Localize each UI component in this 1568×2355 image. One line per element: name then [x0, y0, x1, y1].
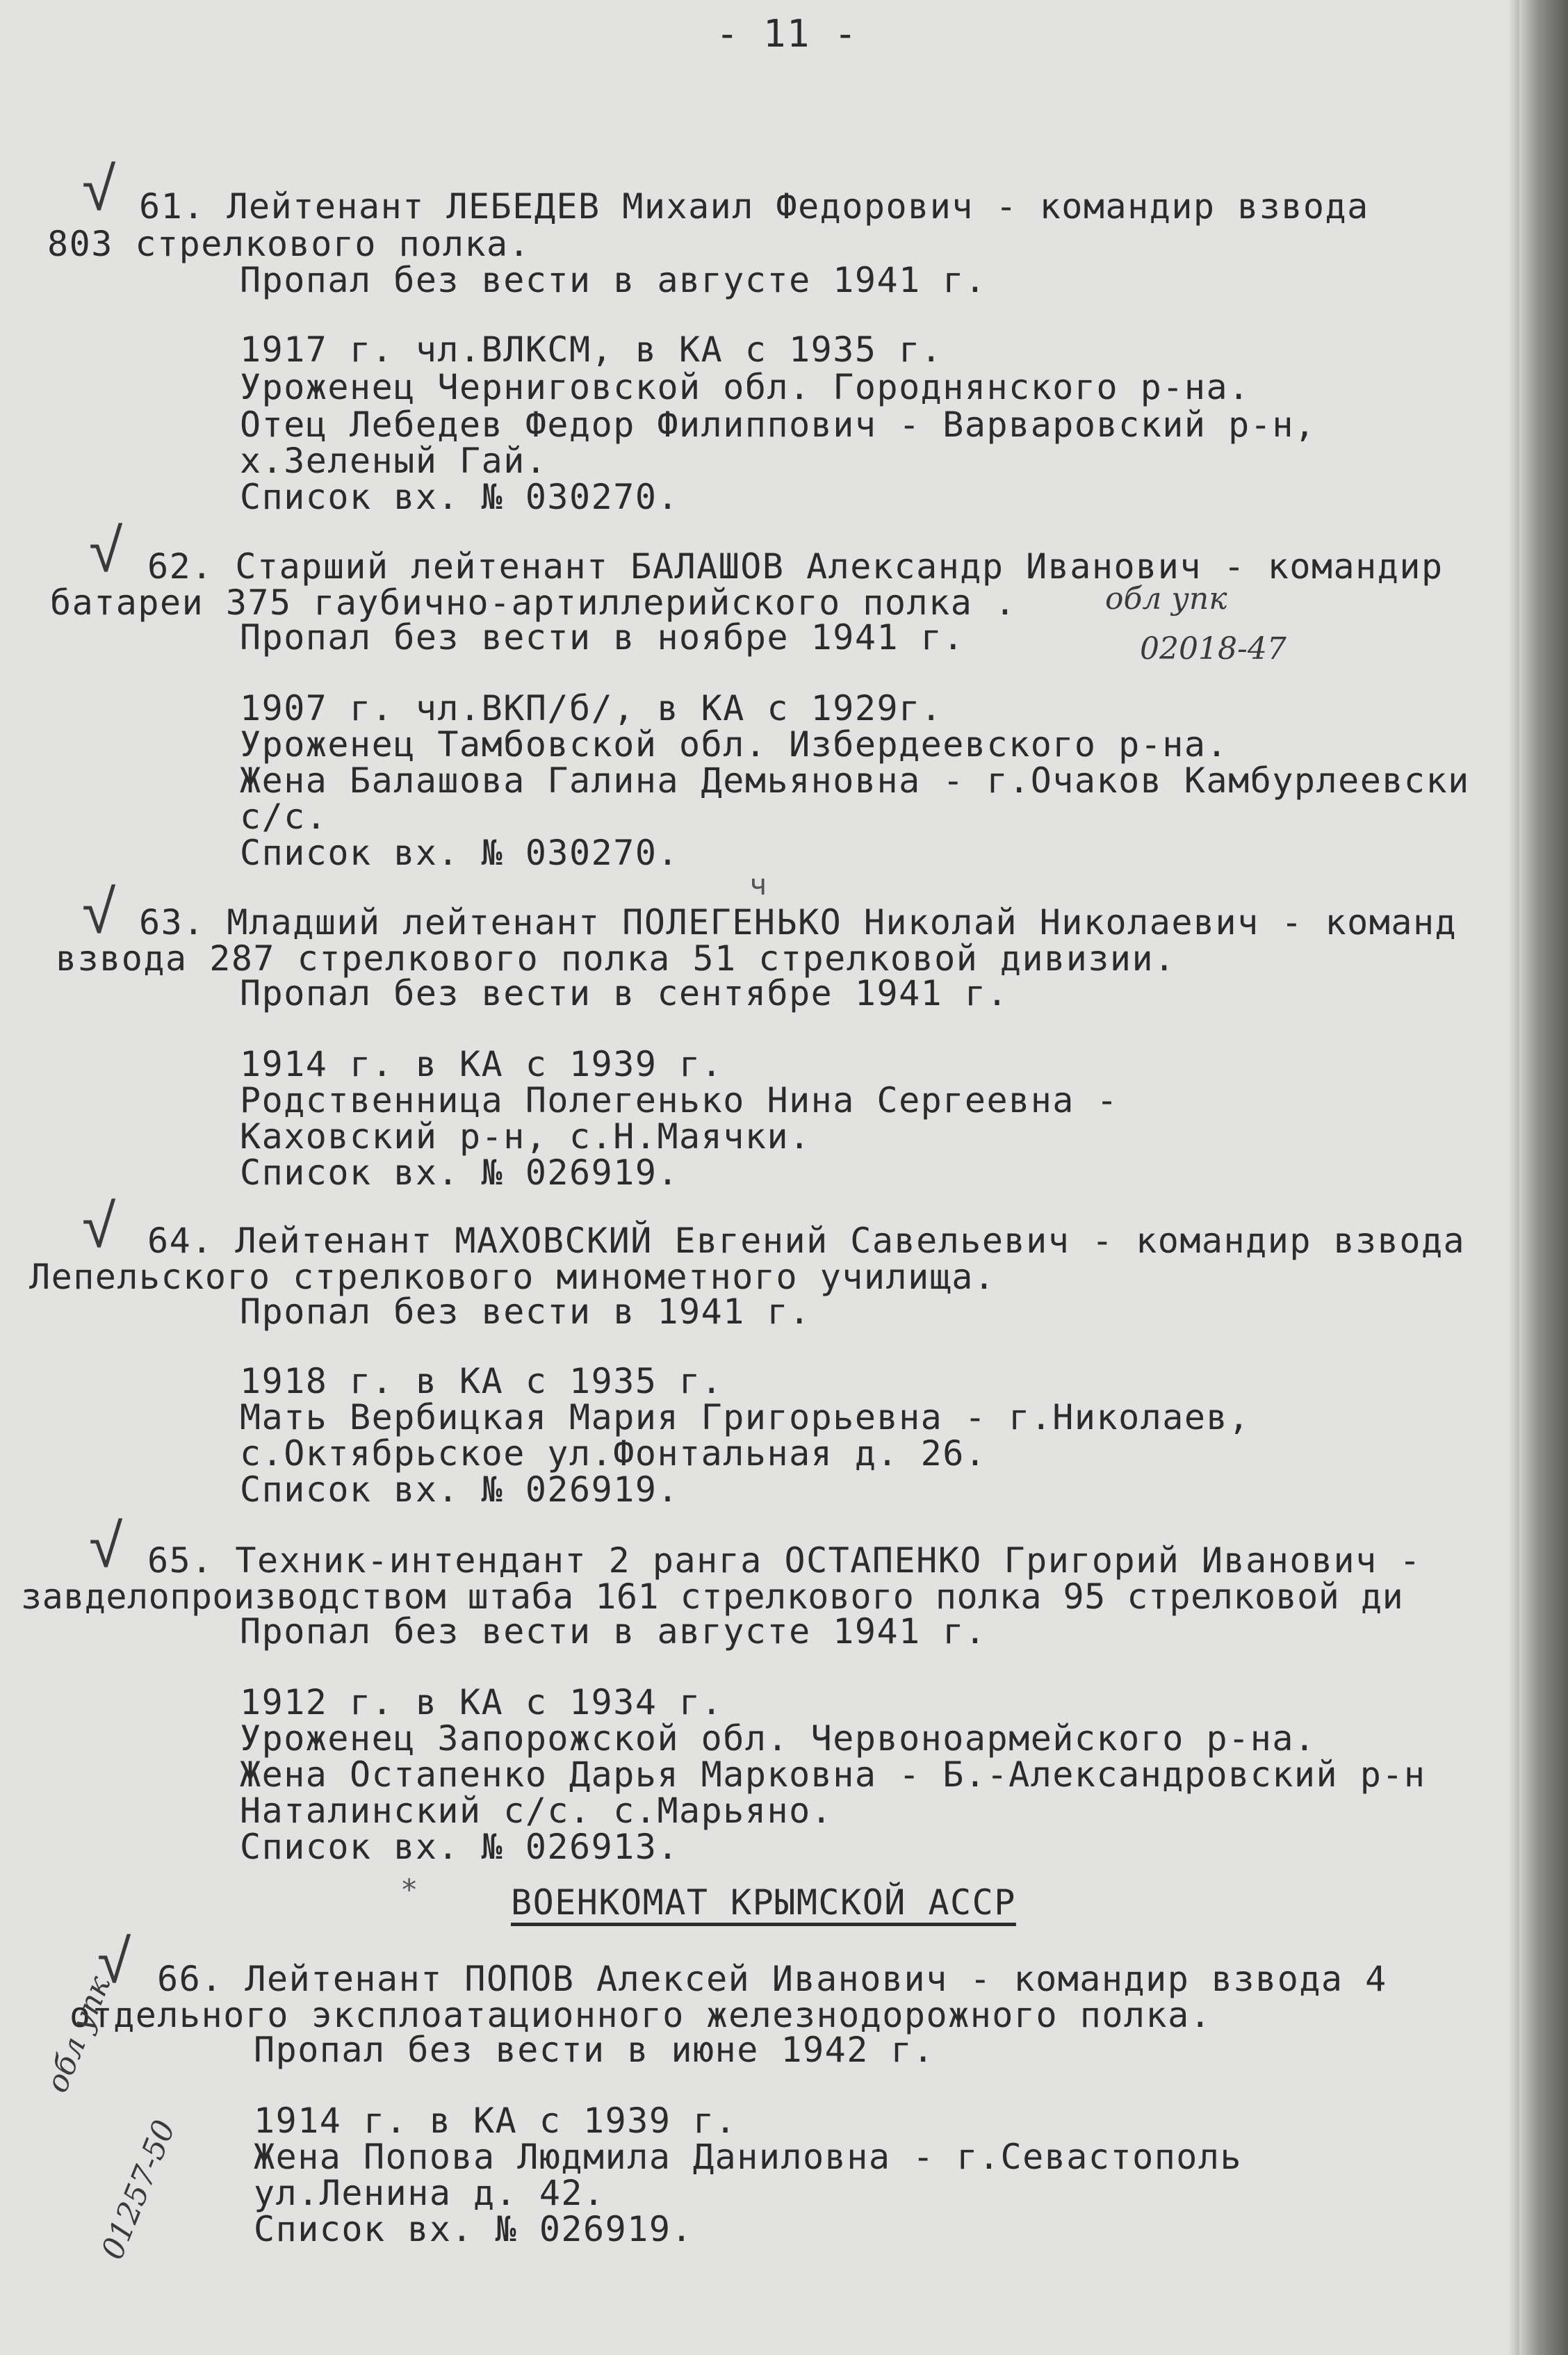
checkmark-icon: √	[89, 1510, 123, 1581]
entry-line: 1917 г. чл.ВЛКСМ, в КА с 1935 г.	[240, 329, 943, 370]
entry-line: Пропал без вести в ноябре 1941 г.	[240, 617, 965, 658]
entry-line: Каховский р-н, с.Н.Маячки.	[240, 1116, 811, 1157]
entry-line: отдельного эксплоатационного железнодорожного полка.	[70, 1995, 1212, 2035]
entry-line: 62. Старший лейтенант БАЛАШОВ Александр Иванович - командир	[147, 546, 1444, 587]
entry-line: 1918 г. в КА с 1935 г.	[240, 1361, 724, 1401]
entry-line: 1912 г. в КА с 1934 г.	[240, 1682, 724, 1722]
handwritten-note: обл упк	[39, 1971, 118, 2098]
entry-line: Мать Вербицкая Мария Григорьевна - г.Николаев,	[240, 1397, 1250, 1437]
page-edge	[1519, 0, 1568, 2355]
entry-line: Лепельского стрелкового минометного училища.	[29, 1257, 996, 1297]
checkmark-icon: √	[82, 1190, 116, 1262]
entry-line: 1907 г. чл.ВКП/б/, в КА с 1929г.	[240, 688, 943, 728]
entry-line: Пропал без вести в августе 1941 г.	[240, 260, 987, 300]
page-number: - 11 -	[716, 12, 858, 56]
checkmark-icon: √	[89, 514, 123, 586]
entry-line: 66. Лейтенант ПОПОВ Алексей Иванович - командир взвода 4	[157, 1959, 1387, 1999]
handwritten-mark: ч	[749, 867, 767, 902]
entry-line: х.Зеленый Гай.	[240, 441, 548, 481]
entry-line: Пропал без вести в сентябре 1941 г.	[240, 973, 1009, 1013]
entry-line: взвода 287 стрелкового полка 51 стрелковой дивизии.	[56, 938, 1176, 979]
page-edge-shadow	[1508, 0, 1519, 2355]
entry-line: 63. Младший лейтенант ПОЛЕГЕНЬКО Николай Николаевич - команд	[139, 902, 1457, 943]
entry-line: 803 стрелкового полка.	[47, 224, 531, 264]
entry-line: 61. Лейтенант ЛЕБЕДЕВ Михаил Федорович - командир взвода	[139, 186, 1369, 227]
entry-line: Уроженец Запорожской обл. Червоноармейского р-на.	[240, 1718, 1316, 1759]
entry-line: 64. Лейтенант МАХОВСКИЙ Евгений Савельевич - командир взвода	[147, 1221, 1466, 1261]
entry-line: Пропал без вести в июне 1942 г.	[254, 2030, 935, 2070]
entry-line: Жена Балашова Галина Демьяновна - г.Очаков Камбурлеевски	[240, 760, 1470, 801]
entry-line: Жена Попова Людмила Даниловна - г.Севастополь	[254, 2137, 1243, 2177]
entry-line: Список вх. № 030270.	[240, 477, 680, 517]
typed-mark: *	[400, 1873, 418, 1907]
entry-line: Список вх. № 026919.	[254, 2209, 694, 2249]
section-heading: ВОЕНКОМАТ КРЫМСКОЙ АССР	[511, 1882, 1016, 1923]
entry-line: Список вх. № 030270.	[240, 833, 680, 873]
entry-line: 1914 г. в КА с 1939 г.	[240, 1044, 724, 1084]
entry-line: завделопроизводством штаба 161 стрелкового полка 95 стрелковой ди	[21, 1576, 1404, 1617]
entry-line: батареи 375 гаубично-артиллерийского полка .	[50, 582, 1017, 623]
entry-line: Список вх. № 026919.	[240, 1152, 680, 1193]
entry-line: 65. Техник-интендант 2 ранга ОСТАПЕНКО Григорий Иванович -	[147, 1540, 1421, 1581]
entry-line: ул.Ленина д. 42.	[254, 2173, 605, 2213]
handwritten-note: 01257-50	[95, 2115, 183, 2265]
entry-line: Жена Остапенко Дарья Марковна - Б.-Александровский р-н	[240, 1754, 1426, 1795]
entry-line: Наталинский с/с. с.Марьяно.	[240, 1791, 833, 1831]
checkmark-icon: √	[82, 876, 116, 947]
entry-line: Родственница Полегенько Нина Сергеевна -	[240, 1080, 1119, 1121]
entry-line: с.Октябрьское ул.Фонтальная д. 26.	[240, 1433, 987, 1474]
entry-line: Уроженец Тамбовской обл. Избердеевского р-на.	[240, 724, 1229, 765]
entry-line: с/с.	[240, 797, 328, 837]
entry-line: Список вх. № 026913.	[240, 1827, 680, 1867]
entry-line: 1914 г. в КА с 1939 г.	[254, 2101, 737, 2141]
entry-line: Пропал без вести в августе 1941 г.	[240, 1611, 987, 1652]
entry-line: Список вх. № 026919.	[240, 1469, 680, 1510]
handwritten-note: 02018-47	[1140, 631, 1287, 667]
entry-line: Уроженец Черниговской обл. Городнянского р-на.	[240, 367, 1250, 407]
checkmark-icon: √	[82, 153, 116, 225]
entry-line: Отец Лебедев Федор Филиппович - Варваровский р-н,	[240, 405, 1316, 445]
checkmark-icon: √	[97, 1925, 131, 1997]
entry-line: Пропал без вести в 1941 г.	[240, 1291, 811, 1332]
handwritten-note: обл упк	[1105, 581, 1227, 617]
